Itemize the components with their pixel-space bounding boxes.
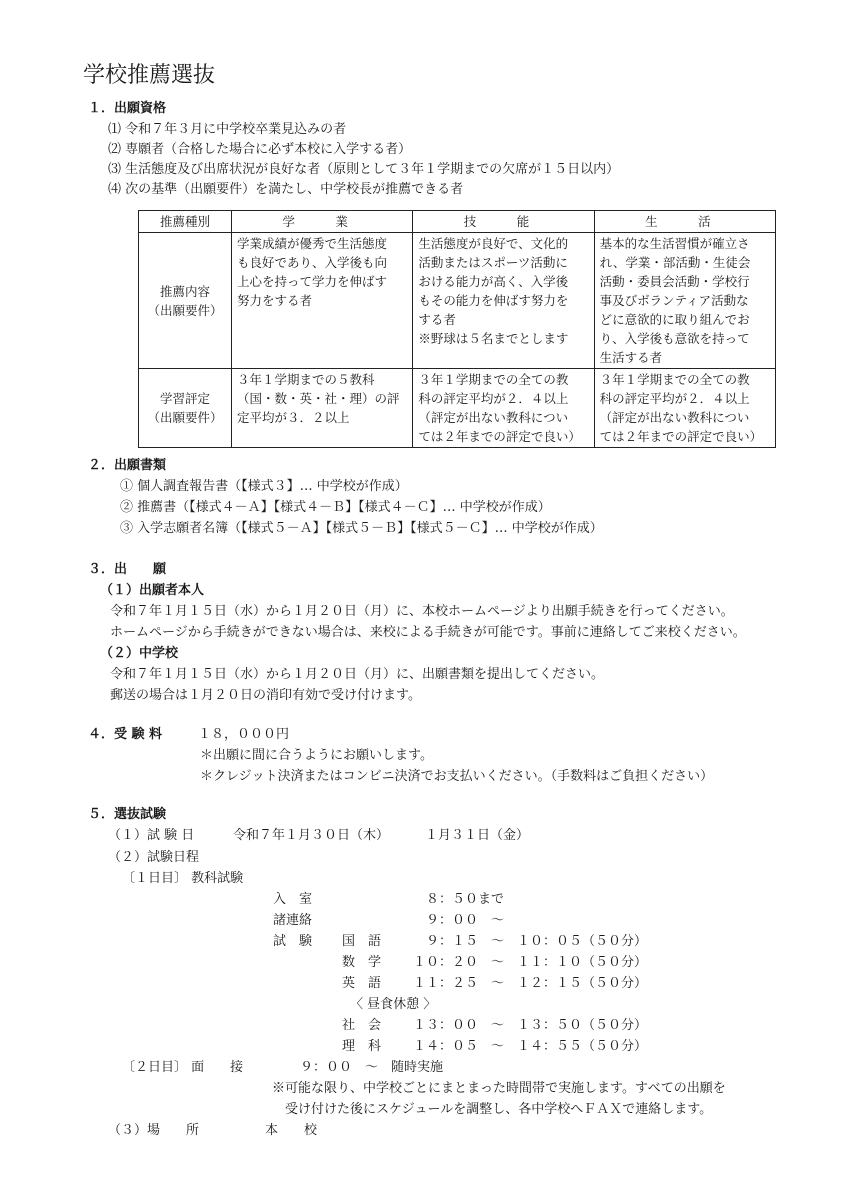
cell-academic-grades: ３年１学期までの５教科 （国・数・英・社・理）の評 定平均が３．２以上 xyxy=(232,369,413,448)
subject-name: 英 語 xyxy=(342,976,382,991)
notice-time: ９：００ ～ xyxy=(426,913,505,928)
applicant-text: 令和７年１月１５日（水）から１月２０日（月）に、本校ホームページより出願手続きを行ってください。 xyxy=(110,604,734,619)
fee-note: ＊クレジット決済またはコンビニ決済でお支払いください。（手数料はご負担ください） xyxy=(200,769,714,784)
subject-time: １４：０５ ～ １４：５５（５０分） xyxy=(413,1039,648,1054)
place-value: 本 校 xyxy=(265,1123,318,1138)
requirements-table xyxy=(138,210,776,448)
subject-time: ９：１５ ～ １０：０５（５０分） xyxy=(426,934,648,949)
table-header-life: 生 活 xyxy=(594,211,775,233)
subject-time: １３：００ ～ １３：５０（５０分） xyxy=(413,1018,648,1033)
table-header-type: 推薦種別 xyxy=(139,211,232,233)
notice-label: 諸連絡 xyxy=(273,913,313,928)
day2-label: 〔２日目〕 面 接 xyxy=(122,1060,244,1075)
school-text: 令和７年１月１５日（水）から１月２０日（月）に、出願書類を提出してください。 xyxy=(110,667,605,682)
subject-name: 理 科 xyxy=(342,1039,382,1054)
page-title: 学校推薦選抜 xyxy=(83,63,216,88)
eligibility-item: ⑵ 専願者（合格した場合に必ず本校に入学する者） xyxy=(108,142,412,157)
cell-academic-content: 学業成績が優秀で生活態度 も良好であり、入学後も向 上心を持って学力を伸ばす 努力をする者 xyxy=(232,233,413,369)
subject-name: 国 語 xyxy=(342,934,382,949)
subject-time: １１：２５ ～ １２：１５（５０分） xyxy=(413,976,648,991)
section-4-heading: ４．受 験 料 xyxy=(88,727,163,742)
table-header-skill: 技 能 xyxy=(413,211,594,233)
exam-date-2: １月３１日（金） xyxy=(425,828,530,843)
exam-label: 試 験 xyxy=(273,934,313,949)
fee-note: ＊出願に間に合うようにお願いします。 xyxy=(200,748,433,763)
eligibility-item: ⑶ 生活態度及び出席状況が良好な者（原則として３年１学期までの欠席が１５日以内） xyxy=(108,162,620,177)
lunch-break: 〈 昼食休憩 〉 xyxy=(350,997,437,1012)
entry-time: ８：５０まで xyxy=(426,892,505,907)
subject-time: １０：２０ ～ １１：１０（５０分） xyxy=(413,955,648,970)
subject-name: 社 会 xyxy=(342,1018,382,1033)
row-head-content: 推薦内容 （出願要件） xyxy=(139,233,232,369)
section-2-heading: ２．出願書類 xyxy=(88,458,167,473)
schedule-label: （２）試験日程 xyxy=(108,850,200,865)
entry-label: 入 室 xyxy=(273,892,313,907)
document-item: ③ 入学志願者名簿（【様式５－Ａ】【様式５－Ｂ】【様式５－Ｃ】… 中学校が作成） xyxy=(120,521,603,536)
section-5-heading: ５．選抜試験 xyxy=(88,807,167,822)
day2-time: ９：００ ～ 随時実施 xyxy=(300,1060,444,1075)
subject-name: 数 学 xyxy=(342,955,382,970)
place-label: （３）場 所 xyxy=(108,1123,200,1138)
section-1-heading: １．出願資格 xyxy=(88,101,167,116)
cell-life-grades: ３年１学期までの全ての教 科の評定平均が２．４以上 （評定が出ない教科につい ては２年までの評定で良い） xyxy=(594,369,775,448)
eligibility-item: ⑴ 令和７年３月に中学校卒業見込みの者 xyxy=(108,122,347,137)
table-header-academic: 学 業 xyxy=(232,211,413,233)
day2-note: ※可能な限り、中学校ごとにまとまった時間帯で実施します。すべての出願を xyxy=(272,1081,726,1096)
day2-note: 受け付けた後にスケジュールを調整し、各中学校へＦＡＸで連絡します。 xyxy=(285,1102,713,1117)
cell-skill-grades: ３年１学期までの全ての教 科の評定平均が２．４以上 （評定が出ない教科につい ては２年までの評定で良い） xyxy=(413,369,594,448)
document-item: ① 個人調査報告書（【様式３】… 中学校が作成） xyxy=(120,479,408,494)
exam-date-label: （１）試 験 日 xyxy=(108,828,195,843)
school-text: 郵送の場合は１月２０日の消印有効で受け付けます。 xyxy=(110,688,421,703)
eligibility-item: ⑷ 次の基準（出願要件）を満たし、中学校長が推薦できる者 xyxy=(108,182,464,197)
row-head-grades: 学習評定 （出願要件） xyxy=(139,369,232,448)
applicant-subheading: （１）出願者本人 xyxy=(100,583,205,598)
exam-fee: １８，０００円 xyxy=(198,727,290,742)
school-subheading: （２）中学校 xyxy=(100,646,179,661)
cell-skill-content: 生活態度が良好で、文化的 活動またはスポーツ活動に おける能力が高く、入学後 もその能力を伸ばす努力を する者 ※野球は５名までとします xyxy=(413,233,594,369)
day1-label: 〔１日目〕 教科試験 xyxy=(122,871,244,886)
section-3-heading: ３．出 願 xyxy=(88,562,167,577)
applicant-text: ホームページから手続きができない場合は、来校による手続きが可能です。事前に連絡してご来校ください。 xyxy=(110,625,746,640)
exam-date-1: 令和７年１月３０日（木） xyxy=(233,828,390,843)
document-item: ② 推薦書（【様式４－Ａ】【様式４－Ｂ】【様式４－Ｃ】… 中学校が作成） xyxy=(120,500,551,515)
cell-life-content: 基本的な生活習慣が確立さ れ、学業・部活動・生徒会 活動・委員会活動・学校行 事及びボランティア活動な どに意欲的に取り組んでお り、入学後も意欲を持って 生活する者 xyxy=(594,233,775,369)
